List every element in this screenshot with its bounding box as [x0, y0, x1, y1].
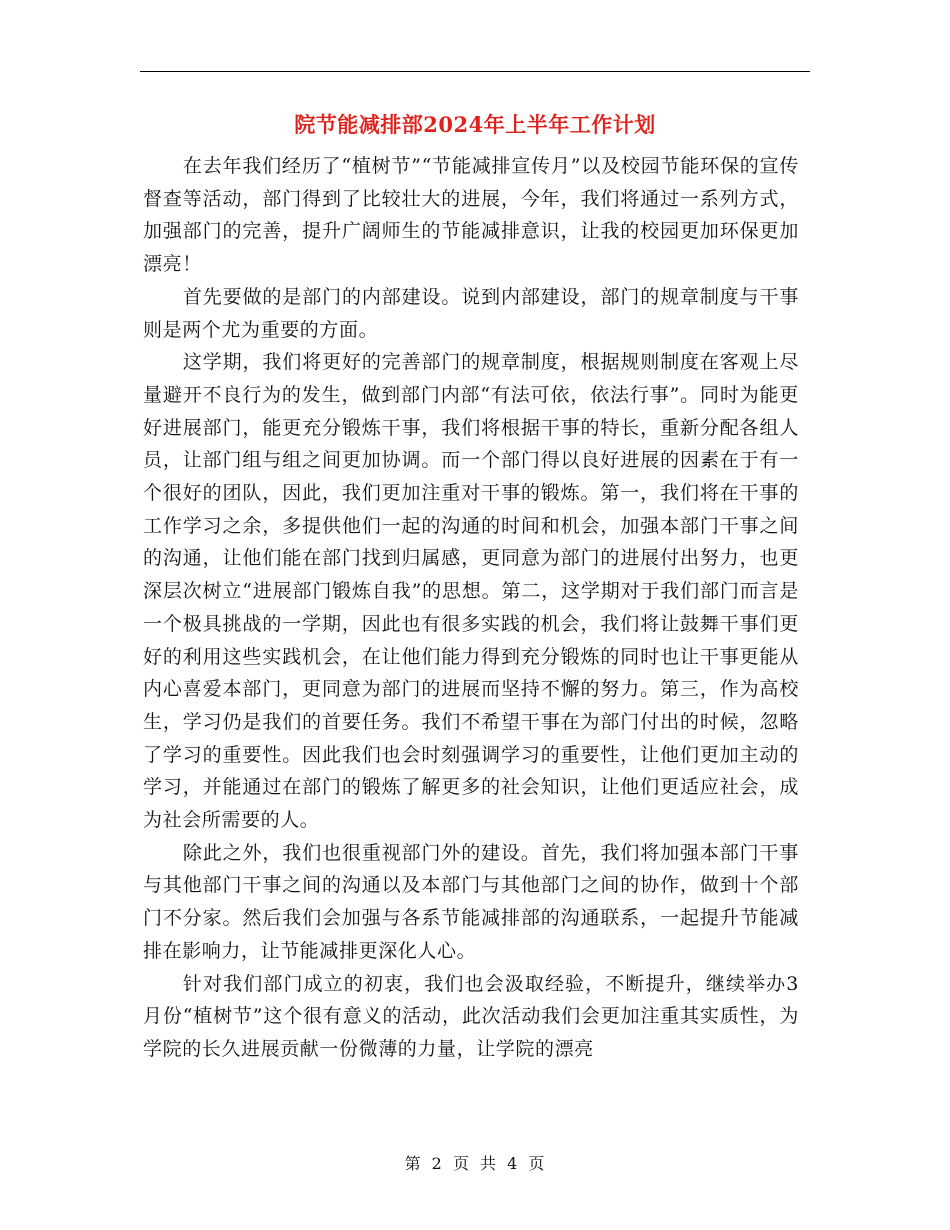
paragraph-internal-construction: 首先要做的是部门的内部建设。说到内部建设，部门的规章制度与干事则是两个尤为重要的方面。	[143, 285, 799, 341]
paragraph-external-construction: 除此之外，我们也很重视部门外的建设。首先，我们将加强本部门干事与其他部门干事之间的沟通以及本部门与其他部门之间的协作，做到十个部门不分家。然后我们会加强与各系节能减排部的沟通联系，一起提升节能减排在影响力，让节能减排更深化人心。	[143, 841, 799, 962]
header-rule	[140, 71, 810, 72]
document-title: 院节能减排部2024年上半年工作计划	[294, 112, 656, 137]
paragraph-rules-and-staff: 这学期，我们将更好的完善部门的规章制度，根据规则制度在客观上尽量避开不良行为的发生，做到部门内部“有法可依，依法行事”。同时为能更好进展部门，能更充分锻炼干事，我们将根据干事的特长，重新分配各组人员，让部门组与组之间更加协调。而一个部门得以良好进展的因素在于有一个很好的团队，因此，我们更加注重对干事的锻炼。第一，我们将在干事的工作学习之余，多提供他们一起的沟通的时间和机会，加强本部门干事之间的沟通，让他们能在部门找到归属感，更同意为部门的进展付出努力，也更深层次树立“进展部门锻炼自我”的思想。第二，这学期对于我们部门而言是一个极具挑战的一学期，因此也有很多实践的机会，我们将让鼓舞干事们更好的利用这些实践机会，在让他们能力得到充分锻炼的同时也让干事更能从内心喜爱本部门，更同意为部门的进展而坚持不懈的努力。第三，作为高校生，学习仍是我们的首要任务。我们不希望干事在为部门付出的时候，忽略了学习的重要性。因此我们也会时刻强调学习的重要性，让他们更加主动的学习，并能通过在部门的锻炼了解更多的社会知识，让他们更适应社会，成为社会所需要的人。	[143, 351, 799, 832]
paragraph-arbor-day: 针对我们部门成立的初衷，我们也会汲取经验，不断提升，继续举办3月份“植树节”这个很有意义的活动，此次活动我们会更加注重其实质性，为学院的长久进展贡献一份微薄的力量，让学院的漂亮	[143, 972, 799, 1060]
page-number: 第 2 页 共 4 页	[404, 1154, 546, 1173]
document-body	[143, 150, 799, 1066]
paragraph-intro: 在去年我们经历了“植树节”“节能减排宣传月”以及校园节能环保的宣传督查等活动，部门得到了比较壮大的进展，今年，我们将通过一系列方式，加强部门的完善，提升广阔师生的节能减排意识，让我的校园更加环保更加漂亮！	[143, 155, 799, 276]
